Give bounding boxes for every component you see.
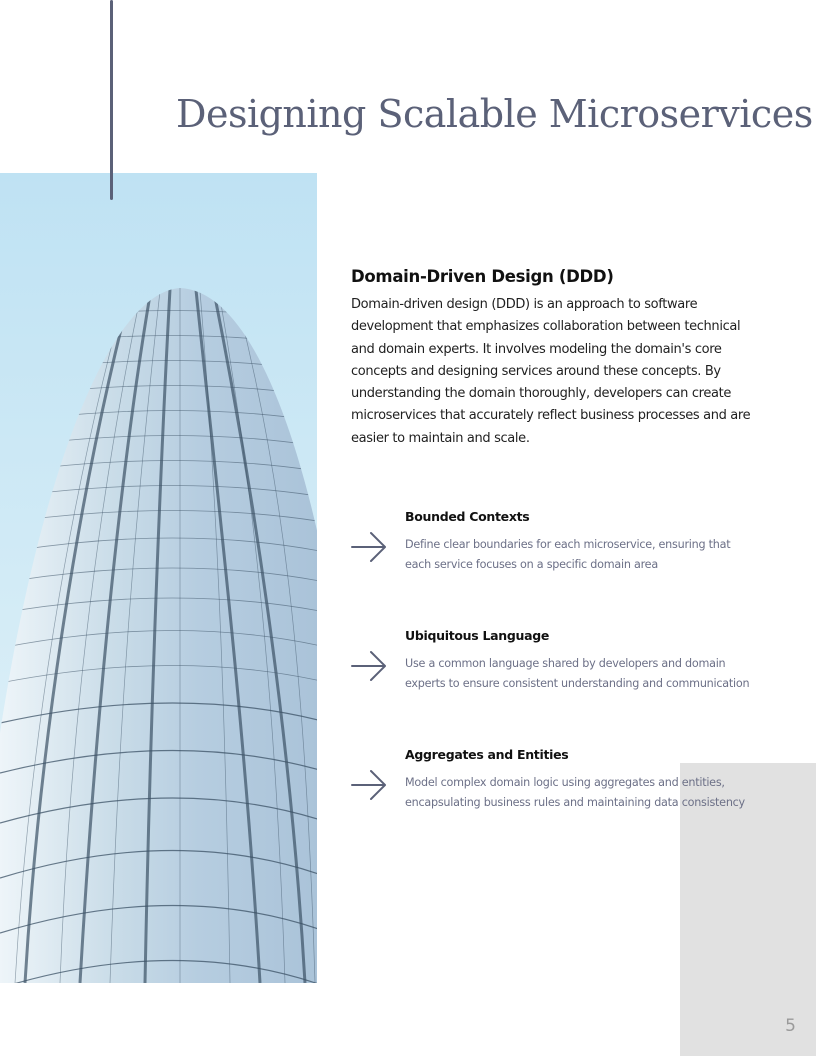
item-title: Bounded Contexts [405, 509, 530, 524]
ddd-section [351, 267, 751, 450]
item-description-line2: each service focuses on a specific domain area [405, 558, 658, 571]
arrow-right-icon [351, 648, 387, 684]
page-number: 5 [785, 1016, 796, 1036]
list-item-ubiquitous-language [351, 628, 771, 694]
item-description-line2: experts to ensure consistent understanding and communication [405, 677, 750, 690]
item-description-line1: Model complex domain logic using aggregates and entities, [405, 776, 725, 789]
arrow-right-icon [351, 767, 387, 803]
item-description-line1: Use a common language shared by developers and domain [405, 657, 726, 670]
section-body: Domain-driven design (DDD) is an approach to software development that emphasizes collaboration between technical and domain experts. It involves modeling the domain's core concepts and designing services around these concepts. By understanding the domain thoroughly, developers can create microservices that accurately reflect business processes and are easier to maintain and scale. [351, 297, 751, 446]
item-description-line2: encapsulating business rules and maintaining data consistency [405, 796, 745, 809]
skyscraper-photo [0, 173, 317, 983]
arrow-right-icon [351, 529, 387, 565]
item-title: Aggregates and Entities [405, 747, 569, 762]
item-title: Ubiquitous Language [405, 628, 550, 643]
decorative-vertical-line [110, 0, 113, 200]
list-item-aggregates-entities [351, 747, 771, 813]
page-title: Designing Scalable Microservices [176, 92, 813, 136]
item-description-line1: Define clear boundaries for each microservice, ensuring that [405, 538, 731, 551]
section-heading: Domain-Driven Design (DDD) [351, 267, 614, 286]
list-item-bounded-contexts [351, 509, 771, 575]
